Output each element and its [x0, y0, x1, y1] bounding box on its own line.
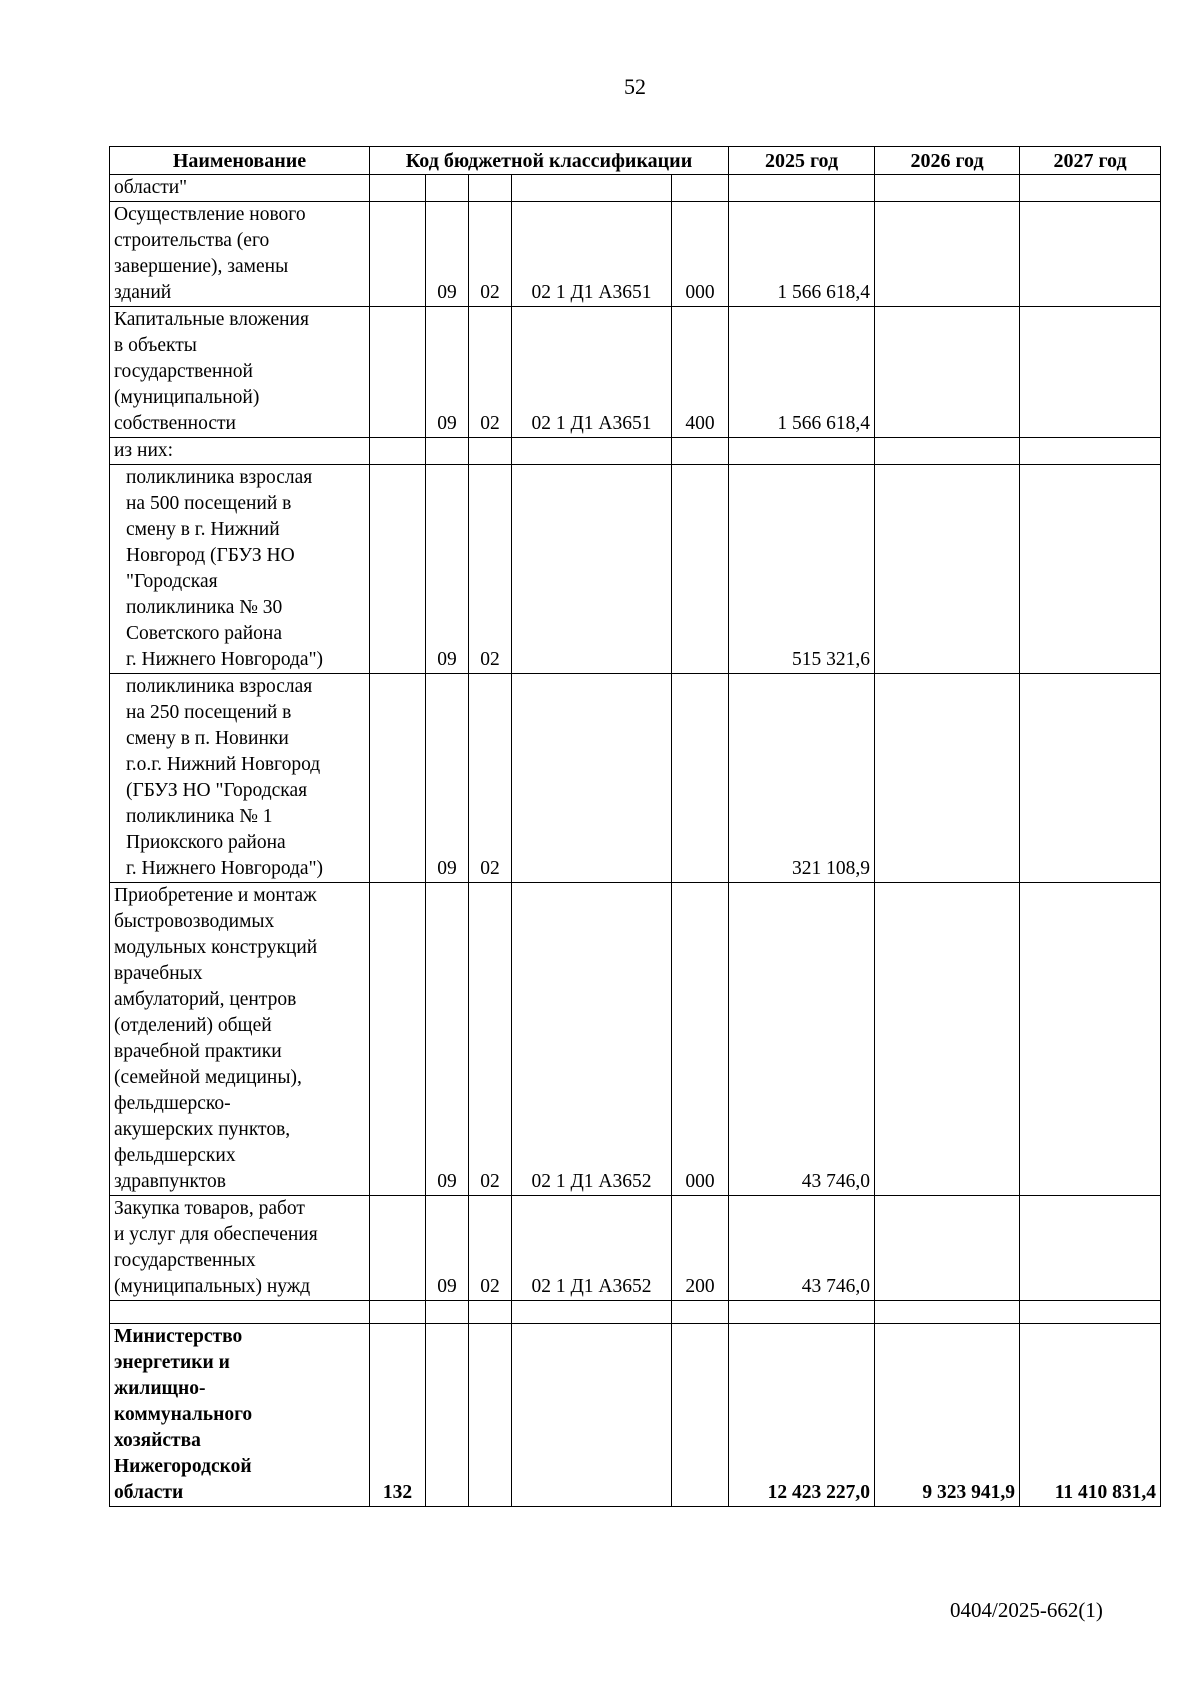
cell-ministry-code [370, 202, 426, 307]
cell-section-code: 09 [426, 465, 469, 674]
cell-subsection-code: 02 [469, 202, 512, 307]
cell-2027 [1020, 438, 1161, 465]
table-row [110, 1301, 1161, 1324]
cell-target-article [512, 674, 672, 883]
budget-table [109, 146, 1161, 1507]
cell-name: поликлиника взрослая на 250 посещений в смену в п. Новинки г.о.г. Нижний Новгород (ГБУЗ НО "Городская поликлиника № 1 Приокского района г. Нижнего Новгорода") [110, 674, 370, 883]
cell-2026 [875, 438, 1020, 465]
cell-subsection-code [469, 1324, 512, 1507]
header-name: Наименование [110, 147, 370, 175]
cell-2025: 1 566 618,4 [729, 202, 875, 307]
cell-target-article [512, 1301, 672, 1324]
document-code: 0404/2025-662(1) [950, 1598, 1103, 1622]
cell-section-code: 09 [426, 674, 469, 883]
cell-name: Министерство энергетики и жилищно- коммунального хозяйства Нижегородской области [110, 1324, 370, 1507]
cell-ministry-code [370, 883, 426, 1196]
cell-2026 [875, 202, 1020, 307]
cell-section-code: 09 [426, 1196, 469, 1301]
header-code: Код бюджетной классификации [370, 147, 729, 175]
cell-section-code: 09 [426, 307, 469, 438]
header-2027: 2027 год [1020, 147, 1161, 175]
cell-ministry-code [370, 438, 426, 465]
header-2026: 2026 год [875, 147, 1020, 175]
cell-subsection-code [469, 1301, 512, 1324]
cell-2025: 1 566 618,4 [729, 307, 875, 438]
cell-2026 [875, 1301, 1020, 1324]
table-row [110, 674, 1161, 883]
cell-subsection-code: 02 [469, 465, 512, 674]
cell-section-code [426, 1301, 469, 1324]
cell-2025: 321 108,9 [729, 674, 875, 883]
cell-2027 [1020, 465, 1161, 674]
page-number: 52 [624, 74, 646, 99]
cell-subsection-code: 02 [469, 674, 512, 883]
cell-name: области" [110, 175, 370, 202]
cell-expense-type [672, 465, 729, 674]
cell-name: Осуществление нового строительства (его завершение), замены зданий [110, 202, 370, 307]
table-row [110, 438, 1161, 465]
cell-section-code: 09 [426, 202, 469, 307]
table-row [110, 1196, 1161, 1301]
cell-2025: 12 423 227,0 [729, 1324, 875, 1507]
cell-2025 [729, 175, 875, 202]
cell-ministry-code [370, 465, 426, 674]
cell-name [110, 1301, 370, 1324]
cell-ministry-code [370, 1196, 426, 1301]
cell-2027: 11 410 831,4 [1020, 1324, 1161, 1507]
cell-section-code: 09 [426, 883, 469, 1196]
cell-2027 [1020, 1196, 1161, 1301]
cell-ministry-code [370, 1301, 426, 1324]
table-row [110, 465, 1161, 674]
cell-expense-type [672, 1324, 729, 1507]
cell-expense-type [672, 1301, 729, 1324]
cell-subsection-code [469, 175, 512, 202]
cell-target-article: 02 1 Д1 А3652 [512, 1196, 672, 1301]
cell-target-article: 02 1 Д1 А3651 [512, 202, 672, 307]
cell-expense-type [672, 438, 729, 465]
cell-2026 [875, 465, 1020, 674]
cell-2025 [729, 438, 875, 465]
cell-2026: 9 323 941,9 [875, 1324, 1020, 1507]
cell-subsection-code [469, 438, 512, 465]
cell-subsection-code: 02 [469, 1196, 512, 1301]
cell-2026 [875, 674, 1020, 883]
cell-section-code [426, 1324, 469, 1507]
table-header [110, 147, 1161, 175]
cell-subsection-code: 02 [469, 883, 512, 1196]
cell-target-article: 02 1 Д1 А3651 [512, 307, 672, 438]
cell-expense-type: 400 [672, 307, 729, 438]
cell-2025 [729, 1301, 875, 1324]
cell-2027 [1020, 202, 1161, 307]
cell-name: Приобретение и монтаж быстровозводимых модульных конструкций врачебных амбулаторий, центров (отделений) общей врачебной практики (семейной медицины), фельдшерско- акушерских пунктов, фельдшерских здравпунктов [110, 883, 370, 1196]
table-row [110, 1324, 1161, 1507]
cell-expense-type [672, 674, 729, 883]
cell-2026 [875, 175, 1020, 202]
cell-2027 [1020, 307, 1161, 438]
cell-2027 [1020, 175, 1161, 202]
cell-section-code [426, 175, 469, 202]
cell-ministry-code: 132 [370, 1324, 426, 1507]
cell-name: из них: [110, 438, 370, 465]
cell-2025: 43 746,0 [729, 883, 875, 1196]
cell-expense-type: 200 [672, 1196, 729, 1301]
table-row [110, 175, 1161, 202]
cell-expense-type [672, 175, 729, 202]
cell-name: поликлиника взрослая на 500 посещений в смену в г. Нижний Новгород (ГБУЗ НО "Городская поликлиника № 30 Советского района г. Нижнего Новгорода") [110, 465, 370, 674]
cell-2026 [875, 883, 1020, 1196]
cell-target-article [512, 175, 672, 202]
cell-2027 [1020, 1301, 1161, 1324]
cell-name: Капитальные вложения в объекты государственной (муниципальной) собственности [110, 307, 370, 438]
cell-ministry-code [370, 674, 426, 883]
cell-target-article [512, 1324, 672, 1507]
cell-2026 [875, 1196, 1020, 1301]
cell-2027 [1020, 674, 1161, 883]
cell-name: Закупка товаров, работ и услуг для обеспечения государственных (муниципальных) нужд [110, 1196, 370, 1301]
cell-target-article: 02 1 Д1 А3652 [512, 883, 672, 1196]
cell-ministry-code [370, 307, 426, 438]
cell-2025: 43 746,0 [729, 1196, 875, 1301]
cell-target-article [512, 438, 672, 465]
header-2025: 2025 год [729, 147, 875, 175]
cell-expense-type: 000 [672, 883, 729, 1196]
cell-2025: 515 321,6 [729, 465, 875, 674]
cell-section-code [426, 438, 469, 465]
table-row [110, 307, 1161, 438]
table-row [110, 202, 1161, 307]
cell-target-article [512, 465, 672, 674]
cell-ministry-code [370, 175, 426, 202]
cell-2026 [875, 307, 1020, 438]
cell-2027 [1020, 883, 1161, 1196]
cell-subsection-code: 02 [469, 307, 512, 438]
cell-expense-type: 000 [672, 202, 729, 307]
table-row [110, 883, 1161, 1196]
